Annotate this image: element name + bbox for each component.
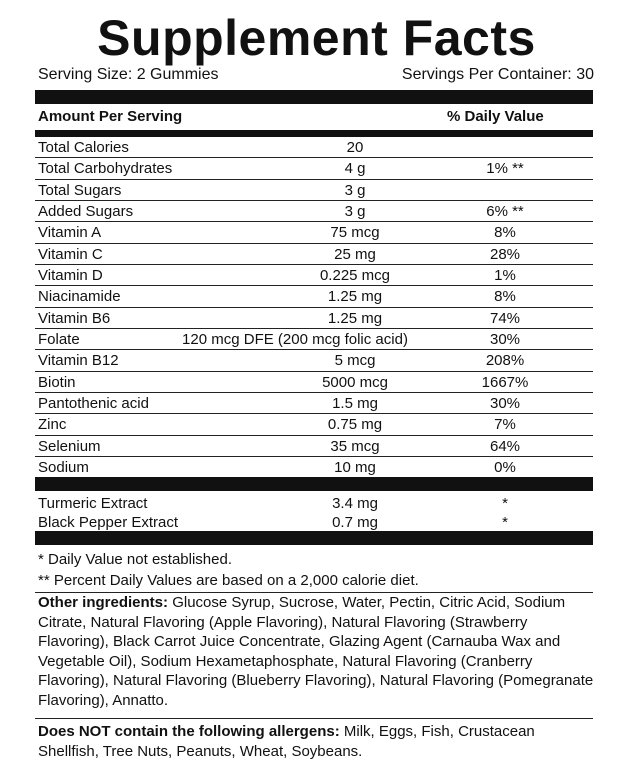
nutrient-daily-value: 1% [494,266,516,284]
nutrient-amount: 3 g [344,202,366,220]
table-row [35,137,593,158]
other-ingredients-label: Other ingredients: [38,594,169,611]
footnote: * Daily Value not established. [38,551,233,568]
nutrient-amount: 4 g [344,160,366,178]
nutrient-amount: 120 mcg DFE (200 mcg folic acid) [182,330,408,348]
nutrient-daily-value: 8% [494,288,516,306]
nutrient-name: Black Pepper Extract [38,514,179,531]
serving-size: Serving Size: 2 Gummies [38,66,219,83]
nutrient-name: Turmeric Extract [38,495,148,512]
allergens-text: Milk, Eggs, Fish, Crustacean Shellfish, Tree Nuts, Peanuts, Wheat, Soybeans. [38,723,535,760]
table-row [35,493,593,512]
nutrient-name: Vitamin B6 [38,309,111,327]
nutrient-amount: 25 mg [334,245,376,263]
nutrient-name: Total Sugars [38,181,122,199]
table-row [35,180,593,201]
thick-divider-bottom [35,531,593,545]
table-row [35,457,593,478]
other-ingredients-text: Glucose Syrup, Sucrose, Water, Pectin, Citric Acid, Sodium Citrate, Natural Flavoring (Apple Flavoring), Natural Flavoring (Strawberry Flavoring), Black Carrot Juice Concentrate, Glazing Agent (Carnauba Wax and Vegetable Oil), Sodium Hexametaphosphate, Natural Flavoring (Cranberry Flavoring), Natural Flavoring (Blueberry Flavoring), Natural Flavoring (Pomegranate Flavoring), Annatto. [38,594,594,709]
daily-value-heading: % Daily Value [447,108,544,125]
allergens-label: Does NOT contain the following allergens: [38,723,340,740]
nutrient-daily-value: 1667% [481,373,529,391]
nutrient-name: Niacinamide [38,288,121,306]
nutrient-amount: 5000 mcg [322,373,388,391]
nutrient-name: Vitamin A [38,224,102,242]
nutrient-name: Zinc [38,416,67,434]
nutrient-amount: 10 mg [334,458,376,476]
nutrient-amount: 75 mcg [330,224,380,242]
table-row [35,329,593,350]
table-row [35,308,593,329]
nutrient-daily-value: 30% [489,330,521,348]
nutrient-daily-value: 74% [489,309,521,327]
table-row [35,350,593,371]
nutrient-amount: 0.225 mcg [319,266,391,284]
table-row [35,201,593,222]
amount-per-serving-heading: Amount Per Serving [38,108,183,125]
nutrient-daily-value: 64% [489,437,521,455]
table-row [35,158,593,179]
footnotes [38,549,594,591]
page-title: Supplement Facts [97,10,536,66]
table-header [38,108,594,125]
servings-per-container: Servings Per Container: 30 [401,66,594,83]
table-row [35,393,593,414]
nutrient-daily-value: * [502,514,508,531]
footnote: ** Percent Daily Values are based on a 2,000 calorie diet. [38,572,419,589]
allergen-statement [38,722,594,761]
nutrient-name: Selenium [38,437,101,455]
nutrient-amount: 0.75 mg [327,416,383,434]
nutrient-name: Vitamin C [38,245,103,263]
nutrient-daily-value: 0% [494,458,516,476]
table-row [35,244,593,265]
nutrient-amount: 3.4 mg [332,495,378,512]
table-row [35,372,593,393]
nutrient-daily-value: 28% [489,245,521,263]
nutrient-name: Vitamin B12 [38,352,119,370]
nutrient-name: Folate [38,330,80,348]
nutrient-name: Vitamin D [38,266,103,284]
nutrient-daily-value: * [502,495,508,512]
table-row [35,222,593,243]
table-row [35,512,593,531]
nutrient-amount: 1.25 mg [327,288,383,306]
thick-divider-middle [35,477,593,491]
nutrient-daily-value: 6% ** [486,202,524,220]
nutrient-amount: 20 [346,139,364,156]
header-divider [35,130,593,137]
nutrient-daily-value: 1% ** [486,160,524,178]
nutrient-name: Pantothenic acid [38,394,149,412]
nutrient-amount: 3 g [344,181,366,199]
nutrient-daily-value: 30% [489,394,521,412]
nutrient-name: Biotin [38,373,76,391]
nutrient-table [35,137,593,478]
nutrient-amount: 1.25 mg [327,309,383,327]
table-row [35,265,593,286]
thick-divider-top [35,90,593,104]
nutrient-amount: 5 mcg [334,352,376,370]
nutrient-name: Added Sugars [38,202,134,220]
nutrient-daily-value: 7% [494,416,516,434]
table-row [35,436,593,457]
nutrient-amount: 0.7 mg [332,514,378,531]
divider [35,718,593,719]
other-ingredients [38,593,594,711]
table-row [35,286,593,307]
nutrient-name: Total Calories [38,139,129,156]
nutrient-daily-value: 208% [485,352,525,370]
extract-table [35,493,593,531]
nutrient-name: Total Carbohydrates [38,160,173,178]
serving-info [38,66,594,84]
nutrient-amount: 35 mcg [330,437,380,455]
table-row [35,414,593,435]
nutrient-amount: 1.5 mg [332,394,378,412]
nutrient-daily-value: 8% [494,224,516,242]
nutrient-name: Sodium [38,458,89,476]
